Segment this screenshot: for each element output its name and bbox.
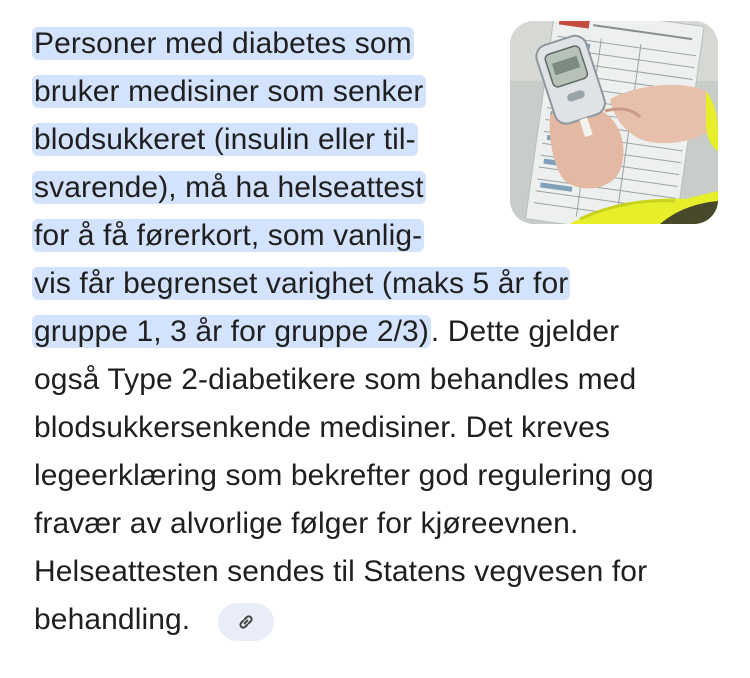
answer-line	[34, 169, 426, 207]
answer-line	[34, 409, 610, 447]
answer-line	[34, 361, 636, 399]
answer-text: behandling.	[34, 603, 191, 636]
answer-text: . Dette gjelder	[430, 315, 620, 348]
answer-text: legeerklæring som bekrefter god regulering og	[34, 459, 654, 492]
answer-line	[34, 217, 424, 255]
answer-line	[34, 265, 570, 303]
answer-line	[34, 73, 426, 111]
highlighted-text: gruppe 1, 3 år for gruppe 2/3)	[34, 315, 429, 348]
answer-line	[34, 313, 619, 351]
answer-line	[34, 505, 578, 543]
answer-line	[34, 553, 647, 591]
highlighted-text: svarende), må ha helseattest	[34, 171, 424, 204]
answer-line	[34, 25, 414, 63]
highlighted-text: bruker medisiner som senker	[34, 75, 424, 108]
answer-text: blodsukkersenkende medisiner. Det kreves	[34, 411, 610, 444]
link-icon	[235, 611, 257, 633]
answer-line	[34, 601, 190, 639]
highlighted-text: Personer med diabetes som	[34, 27, 412, 60]
glucose-meter-photo	[510, 21, 718, 224]
answer-text: fravær av alvorlige følger for kjøreevnen.	[34, 507, 579, 540]
highlighted-text: blodsukkeret (insulin eller til-	[34, 123, 416, 156]
source-thumbnail-image[interactable]	[510, 21, 718, 224]
highlighted-text: for å få førerkort, som vanlig-	[34, 219, 423, 252]
answer-text: Helseattesten sendes til Statens vegvesen for	[34, 555, 648, 588]
answer-line	[34, 457, 654, 495]
highlighted-text: vis får begrenset varighet (maks 5 år for	[34, 267, 569, 300]
source-link-button[interactable]	[218, 603, 274, 641]
answer-line	[34, 121, 418, 159]
answer-text: også Type 2-diabetikere som behandles med	[34, 363, 637, 396]
